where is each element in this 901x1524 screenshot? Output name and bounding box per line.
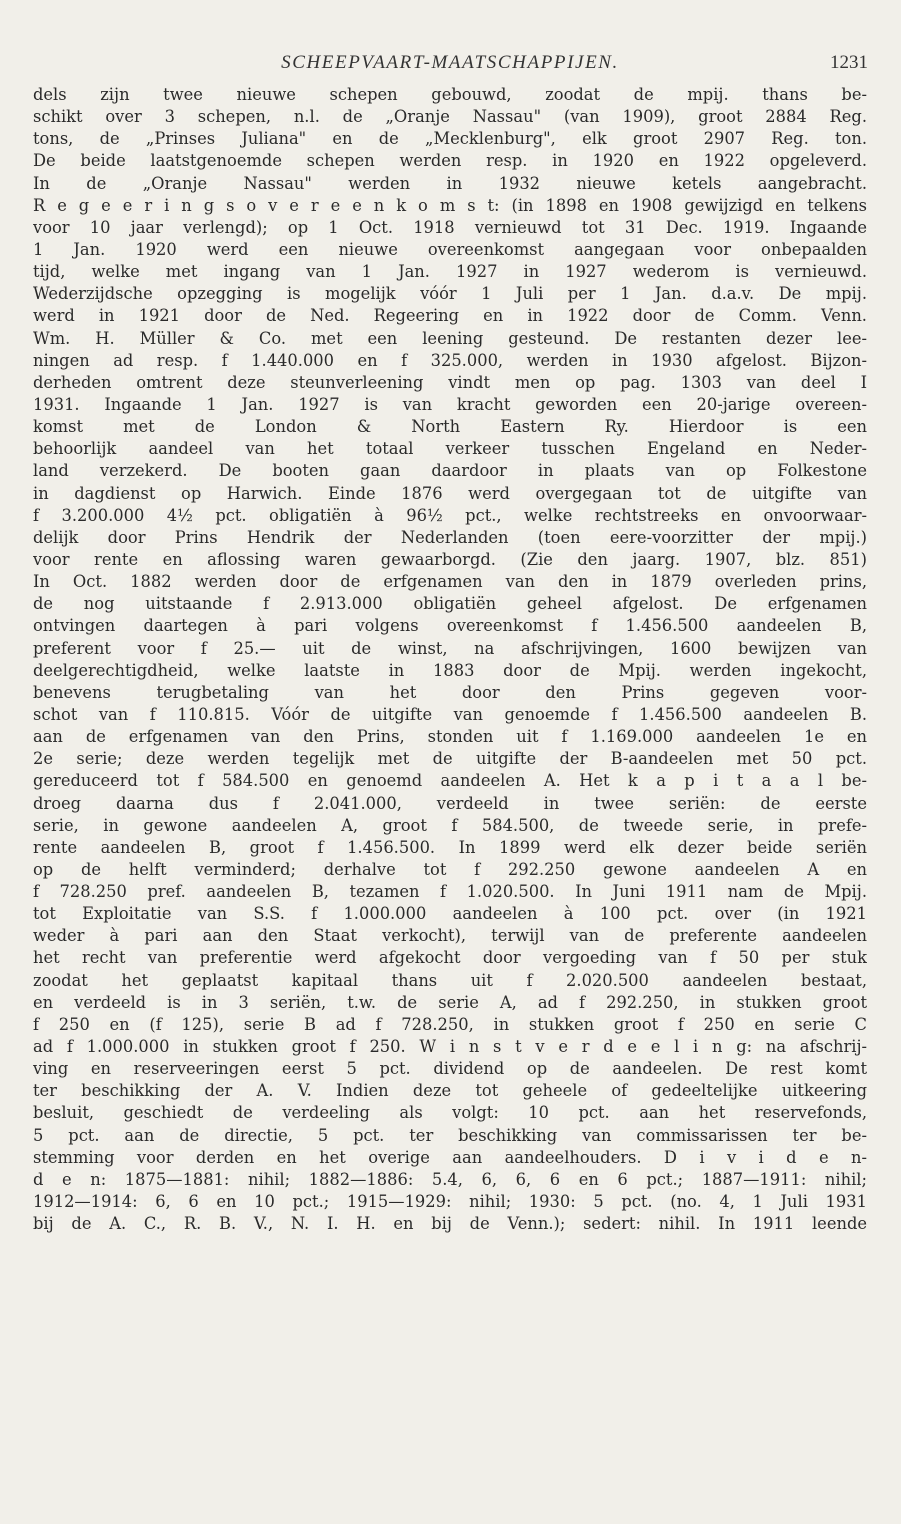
text-line: ontvingen daartegen à pari volgens overeenkomst f 1.456.500 aandeelen B,: [33, 616, 867, 636]
text-line: In Oct. 1882 werden door de erfgenamen van den in 1879 overleden prins,: [33, 572, 867, 592]
page-number: 1231: [830, 52, 868, 73]
text-line: f 250 en (f 125), serie B ad f 728.250, in stukken groot f 250 en serie C: [33, 1014, 867, 1034]
text-line: 1912—1914: 6, 6 en 10 pct.; 1915—1929: nihil; 1930: 5 pct. (no. 4, 1 Juli 1931: [33, 1192, 867, 1212]
text-line: 1 Jan. 1920 werd een nieuwe overeenkomst aangegaan voor onbepaalden: [33, 239, 867, 259]
text-line: schot van f 110.815. Vóór de uitgifte van genoemde f 1.456.500 aandeelen B.: [33, 704, 867, 724]
text-line: tons, de „Prinses Juliana" en de „Mecklenburg", elk groot 2907 Reg. ton.: [33, 129, 867, 149]
text-line: ningen ad resp. f 1.440.000 en f 325.000, werden in 1930 afgelost. Bijzon-: [33, 350, 867, 370]
text-line: delijk door Prins Hendrik der Nederlanden (toen eere-voorzitter der mpij.): [33, 527, 867, 547]
text-line: behoorlijk aandeel van het totaal verkeer tusschen Engeland en Neder-: [33, 439, 867, 459]
body-text: [33, 84, 867, 1235]
text-line: derheden omtrent deze steunverleening vindt men op pag. 1303 van deel I: [33, 372, 867, 392]
text-line: en verdeeld is in 3 seriën, t.w. de serie A, ad f 292.250, in stukken groot: [33, 992, 867, 1012]
text-line: Wederzijdsche opzegging is mogelijk vóór 1 Juli per 1 Jan. d.a.v. De mpij.: [33, 284, 867, 304]
text-line: ad f 1.000.000 in stukken groot f 250. W i n s t v e r d e e l i n g: na afschrij-: [33, 1037, 867, 1057]
text-line: land verzekerd. De booten gaan daardoor in plaats van op Folkestone: [33, 461, 867, 481]
text-line: aan de erfgenamen van den Prins, stonden uit f 1.169.000 aandeelen 1e en: [33, 727, 867, 747]
text-line: rente aandeelen B, groot f 1.456.500. In 1899 werd elk dezer beide seriën: [33, 837, 867, 857]
page-header: [32, 52, 868, 82]
text-line: de nog uitstaande f 2.913.000 obligatiën geheel afgelost. De erfgenamen: [33, 594, 867, 614]
text-line: tot Exploitatie van S.S. f 1.000.000 aandeelen à 100 pct. over (in 1921: [33, 904, 867, 924]
text-line: deelgerechtigdheid, welke laatste in 1883 door de Mpij. werden ingekocht,: [33, 660, 867, 680]
text-line: serie, in gewone aandeelen A, groot f 584.500, de tweede serie, in prefe-: [33, 815, 867, 835]
text-line: bij de A. C., R. B. V., N. I. H. en bij de Venn.); sedert: nihil. In 1911 leende: [33, 1214, 867, 1234]
text-line: voor 10 jaar verlengd); op 1 Oct. 1918 vernieuwd tot 31 Dec. 1919. Ingaande: [33, 217, 867, 237]
text-line: In de „Oranje Nassau" werden in 1932 nieuwe ketels aangebracht.: [33, 173, 867, 193]
text-line: De beide laatstgenoemde schepen werden resp. in 1920 en 1922 opgeleverd.: [33, 151, 867, 171]
text-line: gereduceerd tot f 584.500 en genoemd aandeelen A. Het k a p i t a a l be-: [33, 771, 867, 791]
text-line: droeg daarna dus f 2.041.000, verdeeld in twee seriën: de eerste: [33, 793, 867, 813]
text-line: 5 pct. aan de directie, 5 pct. ter beschikking van commissarissen ter be-: [33, 1125, 867, 1145]
text-line: f 728.250 pref. aandeelen B, tezamen f 1.020.500. In Juni 1911 nam de Mpij.: [33, 882, 867, 902]
text-line: op de helft verminderd; derhalve tot f 292.250 gewone aandeelen A en: [33, 859, 867, 879]
text-line: stemming voor derden en het overige aan aandeelhouders. D i v i d e n-: [33, 1147, 867, 1167]
text-line: ving en reserveeringen eerst 5 pct. dividend op de aandeelen. De rest komt: [33, 1059, 867, 1079]
text-line: werd in 1921 door de Ned. Regeering en in 1922 door de Comm. Venn.: [33, 306, 867, 326]
text-line: besluit, geschiedt de verdeeling als volgt: 10 pct. aan het reservefonds,: [33, 1103, 867, 1123]
text-line: dels zijn twee nieuwe schepen gebouwd, zoodat de mpij. thans be-: [33, 85, 867, 104]
text-line: R e g e e r i n g s o v e r e e n k o m s t: (in 1898 en 1908 gewijzigd en telkens: [33, 195, 867, 215]
text-line: weder à pari aan den Staat verkocht), terwijl van de preferente aandeelen: [33, 926, 867, 946]
text-line: preferent voor f 25.— uit de winst, na afschrijvingen, 1600 bewijzen van: [33, 638, 867, 658]
text-line: f 3.200.000 4½ pct. obligatiën à 96½ pct., welke rechtstreeks en onvoorwaar-: [33, 505, 867, 525]
text-line: 1931. Ingaande 1 Jan. 1927 is van kracht geworden een 20-jarige overeen-: [33, 394, 867, 414]
text-line: zoodat het geplaatst kapitaal thans uit f 2.020.500 aandeelen bestaat,: [33, 970, 867, 990]
text-line: ter beschikking der A. V. Indien deze tot geheele of gedeeltelijke uitkeering: [33, 1081, 867, 1101]
text-line: schikt over 3 schepen, n.l. de „Oranje Nassau" (van 1909), groot 2884 Reg.: [33, 107, 867, 127]
text-line: 2e serie; deze werden tegelijk met de uitgifte der B-aandeelen met 50 pct.: [33, 749, 867, 769]
text-line: d e n: 1875—1881: nihil; 1882—1886: 5.4, 6, 6, 6 en 6 pct.; 1887—1911: nihil;: [33, 1169, 867, 1189]
text-line: benevens terugbetaling van het door den Prins gegeven voor-: [33, 682, 867, 702]
text-line: tijd, welke met ingang van 1 Jan. 1927 in 1927 wederom is vernieuwd.: [33, 262, 867, 282]
text-line: in dagdienst op Harwich. Einde 1876 werd overgegaan tot de uitgifte van: [33, 483, 867, 503]
text-line: voor rente en aflossing waren gewaarborgd. (Zie den jaarg. 1907, blz. 851): [33, 549, 867, 569]
running-title: SCHEEPVAART-MAATSCHAPPIJEN.: [281, 52, 619, 73]
text-line: het recht van preferentie werd afgekocht door vergoeding van f 50 per stuk: [33, 948, 867, 968]
text-line: komst met de London & North Eastern Ry. Hierdoor is een: [33, 417, 867, 437]
text-line: Wm. H. Müller & Co. met een leening gesteund. De restanten dezer lee-: [33, 328, 867, 348]
